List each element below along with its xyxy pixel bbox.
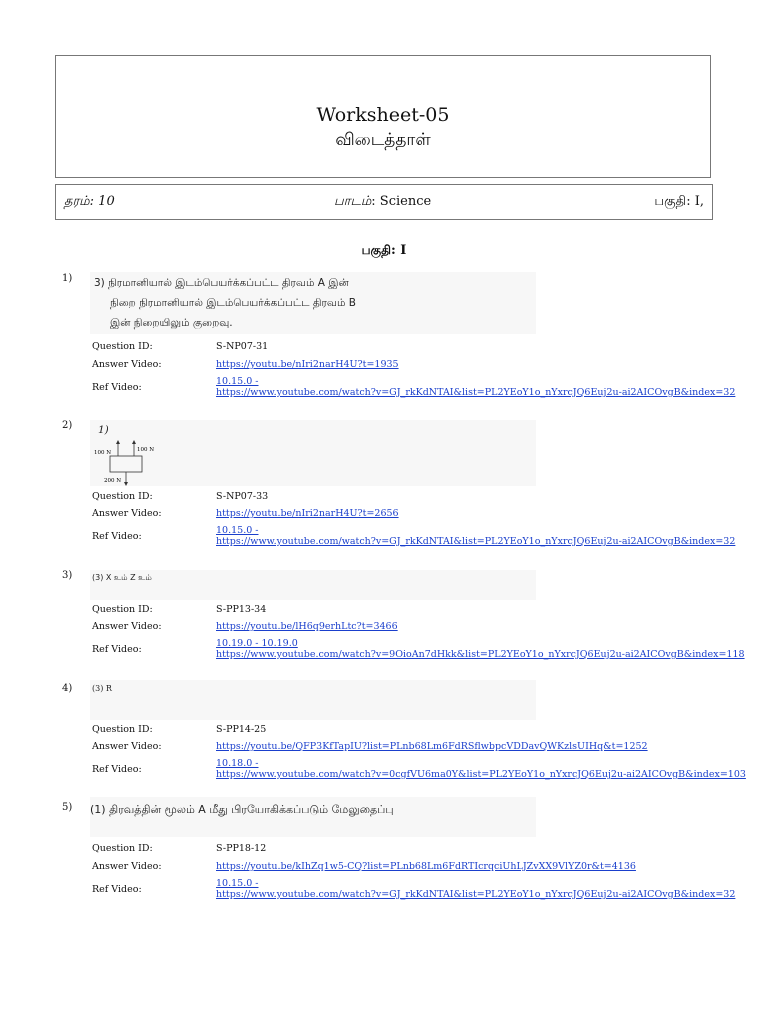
section-value: : I xyxy=(390,243,407,258)
question-id-label: Question ID: xyxy=(92,341,153,352)
answer-line: நிறை நிரமானியால் இடம்பெயர்க்கப்பட்ட திரவம் B xyxy=(110,297,356,309)
question-id-value: S-PP14-25 xyxy=(216,724,267,735)
question-number: 1) xyxy=(62,273,73,284)
ref-video-link[interactable]: https://www.youtube.com/watch?v=0cgfVU6ma0Y&list=PL2YEoY1o_nYxrcJQ6Euj2u-ai2AICOvgB&index=103 xyxy=(216,769,746,780)
question-number: 3) xyxy=(62,570,73,581)
question-number: 5) xyxy=(62,802,73,813)
question-id-label: Question ID: xyxy=(92,491,153,502)
ref-video-section[interactable]: 10.15.0 - xyxy=(216,525,259,536)
question-id-value: S-PP13-34 xyxy=(216,604,267,615)
ref-video-label: Ref Video: xyxy=(92,382,142,393)
worksheet-title: Worksheet-05 xyxy=(316,104,450,126)
left-force-label: 100 N xyxy=(94,450,112,456)
question-id-value: S-PP18-12 xyxy=(216,843,267,854)
answer-image xyxy=(90,420,536,486)
down-force-label: 200 N xyxy=(104,478,122,484)
ref-video-link[interactable]: https://www.youtube.com/watch?v=GJ_rkKdNTAI&list=PL2YEoY1o_nYxrcJQ6Euj2u-ai2AICOvgB&index=32 xyxy=(216,889,736,900)
ref-video-links xyxy=(216,525,735,547)
grade-value: : 10 xyxy=(89,194,115,209)
part-value: : I, xyxy=(686,194,704,209)
answer-line: (3) X உம் Z உம் xyxy=(92,573,152,582)
answer-video-link[interactable]: https://youtu.be/nIri2narH4U?t=2656 xyxy=(216,508,399,519)
section-heading xyxy=(0,243,768,259)
grade-field xyxy=(64,194,115,210)
answer-video-label: Answer Video: xyxy=(92,861,162,872)
question-id-value: S-NP07-31 xyxy=(216,341,269,352)
answer-video-label: Answer Video: xyxy=(92,508,162,519)
subject-label: பாடம் xyxy=(334,194,372,209)
answer-image xyxy=(90,680,536,720)
answer-line: (3) R xyxy=(92,684,112,693)
part-label: பகுதி xyxy=(654,194,687,209)
question-id-label: Question ID: xyxy=(92,604,153,615)
answer-line: 1) xyxy=(98,424,109,436)
answer-video-label: Answer Video: xyxy=(92,621,162,632)
title-box xyxy=(55,55,711,178)
ref-video-links xyxy=(216,376,735,398)
ref-video-links xyxy=(216,758,746,780)
ref-video-links xyxy=(216,878,735,900)
ref-video-section[interactable]: 10.15.0 - xyxy=(216,376,259,387)
answer-line: (1) திரவத்தின் மூலம் A மீது பிரயோகிக்கப்படும் மேலுதைப்பு xyxy=(90,803,394,816)
block xyxy=(110,456,142,472)
grade-label: தரம் xyxy=(64,194,90,209)
ref-video-section[interactable]: 10.19.0 - 10.19.0 xyxy=(216,638,298,649)
ref-video-link[interactable]: https://www.youtube.com/watch?v=GJ_rkKdNTAI&list=PL2YEoY1o_nYxrcJQ6Euj2u-ai2AICOvgB&index=32 xyxy=(216,536,736,547)
arrow-head xyxy=(116,440,120,444)
question-id-label: Question ID: xyxy=(92,843,153,854)
ref-video-label: Ref Video: xyxy=(92,764,142,775)
answer-line: இன் நிறையிலும் குறைவு. xyxy=(110,317,233,329)
ref-video-link[interactable]: https://www.youtube.com/watch?v=GJ_rkKdNTAI&list=PL2YEoY1o_nYxrcJQ6Euj2u-ai2AICOvgB&index=32 xyxy=(216,387,736,398)
answer-video-link[interactable]: https://youtu.be/lH6q9erhLtc?t=3466 xyxy=(216,621,398,632)
question-number: 4) xyxy=(62,683,73,694)
worksheet-subtitle: விடைத்தாள் xyxy=(335,130,431,150)
part-field xyxy=(654,194,704,210)
subject-field xyxy=(334,194,431,210)
info-box xyxy=(55,184,713,220)
answer-video-link[interactable]: https://youtu.be/kIhZq1w5-CQ?list=PLnb68Lm6FdRTIcrqciUhLJZvXX9VlYZ0r&t=4136 xyxy=(216,861,636,872)
arrow-head xyxy=(124,482,128,486)
answer-image xyxy=(90,570,536,600)
ref-video-section[interactable]: 10.15.0 - xyxy=(216,878,259,889)
answer-video-label: Answer Video: xyxy=(92,359,162,370)
arrow-head xyxy=(132,440,136,444)
answer-image xyxy=(90,797,536,837)
ref-video-link[interactable]: https://www.youtube.com/watch?v=9OioAn7dHkk&list=PL2YEoY1o_nYxrcJQ6Euj2u-ai2AICOvgB&index=118 xyxy=(216,649,745,660)
answer-image xyxy=(90,272,536,334)
right-force-label: 100 N xyxy=(137,447,155,453)
answer-line: 3) நிரமானியால் இடம்பெயர்க்கப்பட்ட திரவம் A இன் xyxy=(94,277,349,289)
section-label: பகுதி xyxy=(361,243,391,257)
question-id-label: Question ID: xyxy=(92,724,153,735)
question-id-value: S-NP07-33 xyxy=(216,491,269,502)
answer-video-label: Answer Video: xyxy=(92,741,162,752)
ref-video-label: Ref Video: xyxy=(92,884,142,895)
subject-value: : Science xyxy=(371,194,432,209)
ref-video-section[interactable]: 10.18.0 - xyxy=(216,758,259,769)
question-number: 2) xyxy=(62,420,73,431)
answer-video-link[interactable]: https://youtu.be/nIri2narH4U?t=1935 xyxy=(216,359,399,370)
ref-video-links xyxy=(216,638,745,660)
ref-video-label: Ref Video: xyxy=(92,644,142,655)
ref-video-label: Ref Video: xyxy=(92,531,142,542)
answer-video-link[interactable]: https://youtu.be/QFP3KfTapIU?list=PLnb68Lm6FdRSflwbpcVDDavQWKzlsUIHq&t=1252 xyxy=(216,741,648,752)
force-diagram xyxy=(92,436,172,486)
